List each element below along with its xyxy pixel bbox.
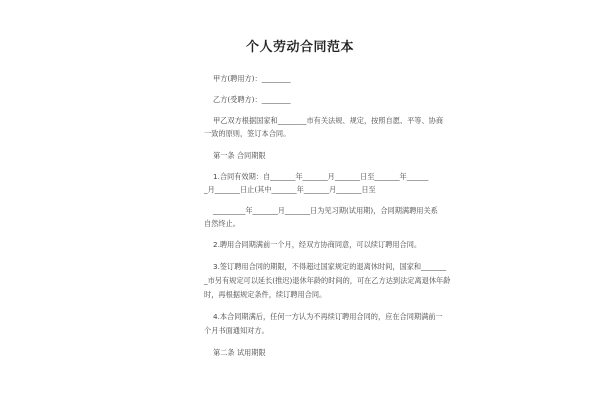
- section-heading-1: 第一条 合同期限: [213, 151, 266, 160]
- clause-2-line: 2.聘用合同期满前一个月，经双方协商同意，可以续订聘用合同。: [213, 240, 422, 249]
- clause-4-line-1: 4.本合同期满后，任何一方认为不再续订聘用合同的，应在合同期满前一: [213, 312, 443, 321]
- clause-3-line-2: _市另有规定可以延长(推迟)退休年龄的时间的，可在乙方达到法定离退休年龄: [204, 276, 451, 285]
- preamble-line-2: 一致的原则，签订本合同。: [204, 129, 291, 138]
- clause-1-line-4: 自然终止。: [204, 219, 240, 228]
- clause-1-line-2: _月_______日止(其中_______年_______月_______日至: [204, 185, 376, 194]
- section-heading-2: 第二条 试用期限: [213, 348, 266, 357]
- clause-3-line-1: 3.签订聘用合同的期限，不得超过国家规定的退离休时间，国家和_______: [213, 262, 447, 271]
- clause-1-line-3: _________年_______月_______日为见习期(试用期)，合同期满聘用关系: [213, 206, 438, 215]
- clause-3-line-3: 时，再根据规定条件，续订聘用合同。: [204, 290, 327, 299]
- clause-1-line-1: 1.合同有效期：自_______年_______月_______日至_______年______: [213, 172, 429, 181]
- party-b-line: 乙方(受聘方)：________: [213, 95, 291, 104]
- preamble-line-1: 甲乙双方根据国家和________市有关法规、规定，按照自愿、平等、协商: [213, 116, 444, 125]
- clause-4-line-2: 个月书面通知对方。: [204, 326, 269, 335]
- document-title: 个人劳动合同范本: [245, 40, 354, 55]
- party-a-line: 甲方(聘用方)：________: [213, 74, 291, 83]
